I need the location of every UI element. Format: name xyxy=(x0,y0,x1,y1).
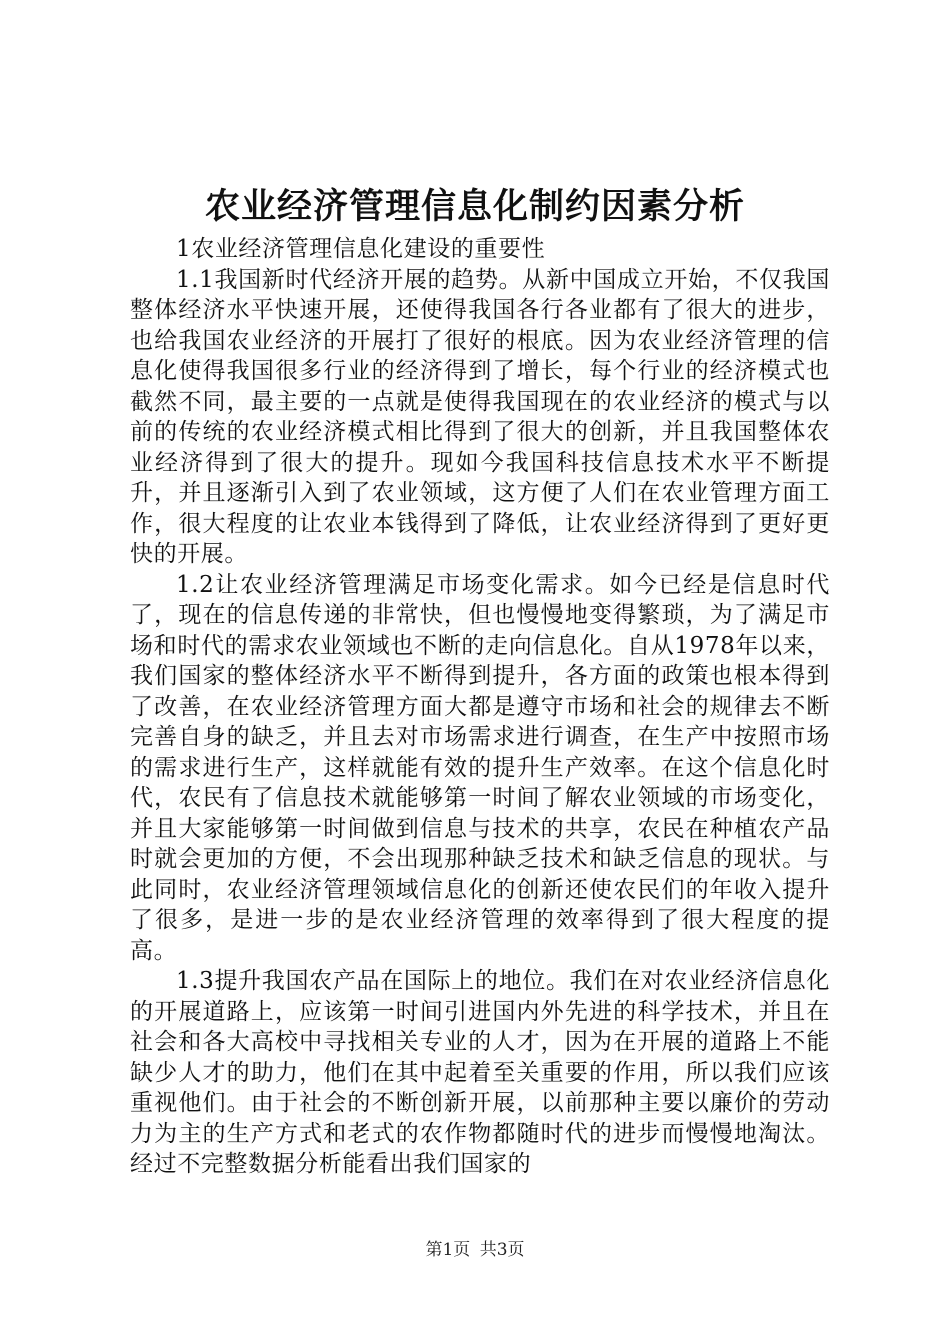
section-heading: 1农业经济管理信息化建设的重要性 xyxy=(176,236,546,262)
paragraph-1-2: 1.2让农业经济管理满足市场变化需求。如今已经是信息时代了，现在的信息传递的非常快，但也慢慢地变得繁琐，为了满足市场和时代的需求农业领域也不断的走向信息化。自从1978年以来，我们国家的整体经济水平不断得到提升，各方面的政策也根本得到了改善，在农业经济管理方面大都是遵守市场和社会的规律去不断完善自身的缺乏，并且去对市场需求进行调查，在生产中按照市场的需求进行生产，这样就能有效的提升生产效率。在这个信息化时代，农民有了信息技术就能够第一时间了解农业领域的市场变化，并且大家能够第一时间做到信息与技术的共享，农民在种植农产品时就会更加的方便，不会出现那种缺乏技术和缺乏信息的现状。与此同时，农业经济管理领域信息化的创新还使农民们的年收入提升了很多，是进一步的是农业经济管理的效率得到了很大程度的提高。 xyxy=(130,571,830,964)
document-title: 农业经济管理信息化制约因素分析 xyxy=(204,186,745,227)
page-number: 第1页 xyxy=(425,1240,471,1260)
paragraph-1-3: 1.3提升我国农产品在国际上的地位。我们在对农业经济信息化的开展道路上，应该第一时间引进国内外先进的科学技术，并且在社会和各大高校中寻找相关专业的人才，因为在开展的道路上不能缺少人才的助力，他们在其中起着至关重要的作用，所以我们应该重视他们。由于社会的不断创新开展，以前那种主要以廉价的劳动力为主的生产方式和老式的农作物都随时代的进步而慢慢地淘汰。经过不完整数据分析能看出我们国家的 xyxy=(130,968,830,1177)
page-total: 共3页 xyxy=(479,1240,525,1260)
page-footer xyxy=(0,1238,950,1262)
document-body xyxy=(130,234,830,1180)
paragraph-1-1: 1.1我国新时代经济开展的趋势。从新中国成立开始，不仅我国整体经济水平快速开展，还使得我国各行各业都有了很大的进步，也给我国农业经济的开展打了很好的根底。因为农业经济管理的信息化使得我国很多行业的经济得到了增长，每个行业的经济模式也截然不同，最主要的一点就是使得我国现在的农业经济的模式与以前的传统的农业经济模式相比得到了很大的创新，并且我国整体农业经济得到了很大的提升。现如今我国科技信息技术水平不断提升，并且逐渐引入到了农业领域，这方便了人们在农业管理方面工作，很大程度的让农业本钱得到了降低，让农业经济得到了更好更快的开展。 xyxy=(130,266,830,567)
